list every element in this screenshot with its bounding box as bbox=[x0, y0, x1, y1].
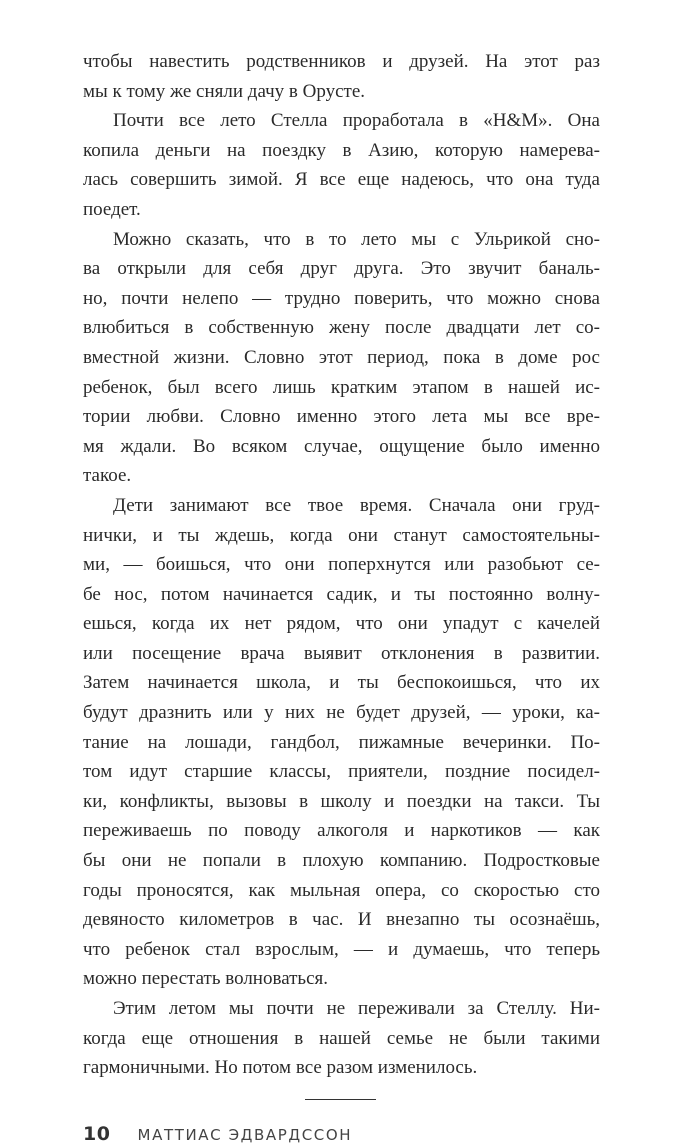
text-line-content: ребенок, был всего лишь кратким этапом в нашей ис- bbox=[83, 376, 600, 398]
text-line bbox=[83, 639, 600, 669]
text-line bbox=[83, 609, 600, 639]
text-line-content: мя ждали. Во всяком случае, ощущение было именно bbox=[83, 435, 600, 457]
text-line-content: вместной жизни. Словно этот период, пока в доме рос bbox=[83, 346, 600, 368]
text-line-content: Этим летом мы почти не переживали за Стеллу. Ни- bbox=[113, 998, 600, 1019]
text-line-content: бе нос, потом начинается садик, и ты постоянно волну- bbox=[83, 583, 600, 605]
paragraph bbox=[83, 491, 600, 994]
text-line-content: можно перестать волноваться. bbox=[83, 968, 329, 990]
text-line-content: чтобы навестить родственников и друзей. На этот раз bbox=[83, 51, 600, 72]
text-line bbox=[83, 284, 600, 314]
text-line bbox=[83, 254, 600, 284]
text-line-content: ки, конфликты, вызовы в школу и поездки на такси. Ты bbox=[83, 790, 600, 812]
text-line-content: когда еще отношения в нашей семье не были такими bbox=[83, 1027, 600, 1049]
text-line bbox=[83, 728, 600, 758]
text-line bbox=[83, 343, 600, 373]
paragraph bbox=[83, 225, 600, 491]
text-line-content: девяносто километров в час. И внезапно ты осознаёшь, bbox=[83, 909, 600, 931]
text-line-content: гармоничными. Но потом все разом изменилось. bbox=[83, 1057, 478, 1079]
text-line bbox=[83, 77, 600, 107]
paragraph bbox=[83, 47, 600, 106]
text-line bbox=[83, 580, 600, 610]
text-line bbox=[83, 935, 600, 965]
text-line-content: такое. bbox=[83, 465, 132, 487]
text-line-content: тории любви. Словно именно этого лета мы все вре- bbox=[83, 406, 600, 428]
text-line bbox=[83, 816, 600, 846]
text-line bbox=[83, 402, 600, 432]
text-line bbox=[83, 225, 600, 255]
text-line-content: Можно сказать, что в то лето мы с Ульрикой сно- bbox=[113, 228, 600, 250]
text-line-content: том идут старшие классы, приятели, поздние посидел- bbox=[83, 761, 600, 783]
text-line bbox=[83, 521, 600, 551]
text-line-content: или посещение врача выявит отклонения в развитии. bbox=[83, 642, 600, 664]
text-line-content: влюбиться в собственную жену после двадцати лет со- bbox=[83, 317, 600, 339]
paragraph bbox=[83, 994, 600, 1083]
text-line bbox=[83, 47, 600, 77]
text-line-content: копила деньги на поездку в Азию, которую намерева- bbox=[83, 139, 600, 161]
text-line bbox=[83, 1024, 600, 1054]
text-line-content: что ребенок стал взрослым, — и думаешь, что теперь bbox=[83, 938, 600, 960]
text-line-content: ешься, когда их нет рядом, что они упадут с качелей bbox=[83, 613, 600, 635]
text-line bbox=[83, 994, 600, 1024]
text-line-content: ва открыли для себя друг друга. Это звучит баналь- bbox=[83, 258, 600, 280]
section-divider bbox=[305, 1099, 376, 1100]
text-line-content: Дети занимают все твое время. Сначала они груд- bbox=[113, 494, 600, 516]
page-body bbox=[83, 47, 600, 1083]
text-line-content: Затем начинается школа, и ты беспокоишься, что их bbox=[83, 672, 600, 694]
text-line-content: мы к тому же сняли дачу в Орусте. bbox=[83, 80, 366, 102]
text-line bbox=[83, 550, 600, 580]
text-line bbox=[83, 846, 600, 876]
text-line-content: будут дразнить или у них не будет друзей, — уроки, ка- bbox=[83, 702, 600, 724]
text-line bbox=[83, 313, 600, 343]
text-line bbox=[83, 136, 600, 166]
text-line-content: поедет. bbox=[83, 198, 141, 220]
text-line bbox=[83, 905, 600, 935]
paragraph bbox=[83, 106, 600, 224]
page-sheet bbox=[83, 47, 600, 1147]
text-line bbox=[83, 876, 600, 906]
text-line bbox=[83, 491, 600, 521]
text-line bbox=[83, 1053, 600, 1083]
text-line-content: тание на лошади, гандбол, пижамные вечеринки. По- bbox=[83, 731, 600, 753]
text-line bbox=[83, 195, 600, 225]
page-footer bbox=[83, 1122, 600, 1147]
text-line bbox=[83, 165, 600, 195]
text-line bbox=[83, 698, 600, 728]
text-line-content: Почти все лето Стелла проработала в «H&M». Она bbox=[113, 110, 600, 132]
text-line bbox=[83, 432, 600, 462]
running-footer-author: МАТТИАС ЭДВАРДССОН bbox=[137, 1125, 353, 1144]
text-line bbox=[83, 757, 600, 787]
text-line-content: ми, — боишься, что они поперхнутся или разобьют се- bbox=[83, 554, 600, 576]
text-line-content: но, почти нелепо — трудно поверить, что можно снова bbox=[83, 287, 600, 309]
page-number: 10 bbox=[83, 1122, 111, 1145]
text-line bbox=[83, 668, 600, 698]
text-line-content: годы проносятся, как мыльная опера, со скоростью сто bbox=[83, 879, 600, 901]
text-line-content: переживаешь по поводу алкоголя и наркотиков — как bbox=[83, 820, 600, 842]
text-line bbox=[83, 964, 600, 994]
text-line-content: лась совершить зимой. Я все еще надеюсь, что она туда bbox=[83, 169, 600, 191]
text-line-content: бы они не попали в плохую компанию. Подростковые bbox=[83, 850, 600, 872]
text-line bbox=[83, 106, 600, 136]
text-line bbox=[83, 787, 600, 817]
text-line bbox=[83, 373, 600, 403]
text-line bbox=[83, 461, 600, 491]
text-line-content: нички, и ты ждешь, когда они станут самостоятельны- bbox=[83, 524, 600, 546]
